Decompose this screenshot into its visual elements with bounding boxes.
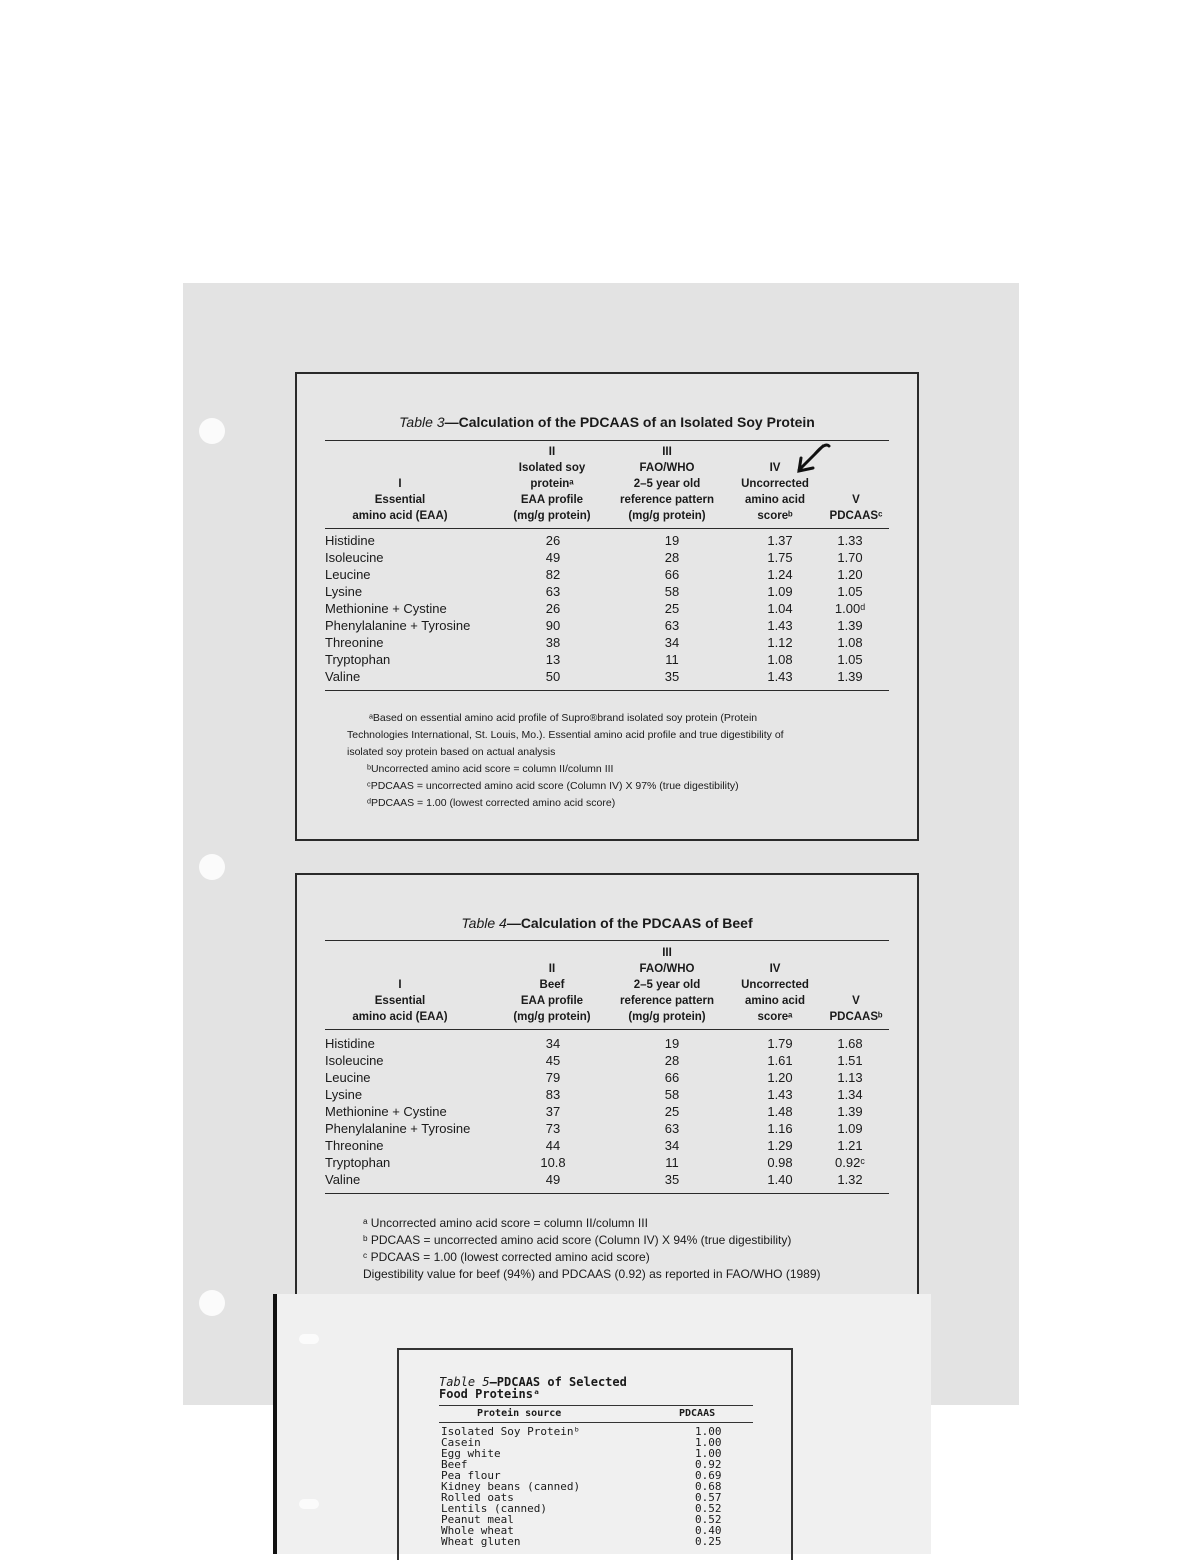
footnote-a: ᵃ Uncorrected amino acid score = column II/column III <box>363 1216 648 1230</box>
header-bottom-rule <box>325 528 889 529</box>
table-5 <box>397 1348 793 1560</box>
reference-pattern-cell: 11 <box>665 1155 679 1170</box>
pdcaas-cell: 1.39 <box>837 1104 863 1119</box>
pdcaas-cell: 0.57 <box>695 1491 722 1504</box>
profile-cell: 79 <box>545 1070 561 1085</box>
table-row <box>325 1035 889 1052</box>
pdcaas-cell: 0.40 <box>695 1524 722 1537</box>
pdcaas-cell: 0.25 <box>695 1535 722 1548</box>
col-2-numeral: II <box>548 446 556 458</box>
col-2-header <box>497 961 607 1025</box>
table-3-title-text: —Calculation of the PDCAAS of an Isolated Soy Protein <box>444 414 815 430</box>
col-3-header-line: (mg/g protein) <box>628 510 706 522</box>
reference-pattern-cell: 63 <box>664 618 680 633</box>
table-4-title-label: Table 4 <box>461 915 507 931</box>
punch-hole <box>299 1334 319 1344</box>
col-2-header-line: EAA profile <box>520 494 584 506</box>
uncorrected-score-cell: 1.09 <box>767 584 793 599</box>
col-5-header <box>819 993 893 1025</box>
table-4 <box>295 873 919 1315</box>
uncorrected-score-cell: 1.16 <box>767 1121 793 1136</box>
reference-pattern-cell: 63 <box>664 1121 680 1136</box>
pdcaas-cell: 1.34 <box>837 1087 863 1102</box>
col-4-header-line: amino acid <box>744 494 806 506</box>
footnote-b: ᵇUncorrected amino acid score = column II/column III <box>367 763 614 775</box>
uncorrected-score-cell: 1.24 <box>767 567 793 582</box>
table-row <box>325 651 889 668</box>
col-1-header-line: amino acid (EAA) <box>352 510 448 522</box>
header-bottom-rule <box>439 1422 753 1423</box>
pdcaas-cell: 1.20 <box>837 567 863 582</box>
col-2-header-line: Beef <box>539 979 565 991</box>
amino-acid-cell: Leucine <box>325 1070 371 1085</box>
table-4-body <box>325 1035 889 1188</box>
uncorrected-score-cell: 1.79 <box>767 1036 793 1051</box>
pdcaas-cell: 1.32 <box>837 1172 863 1187</box>
handwritten-check-mark <box>795 440 835 476</box>
pdcaas-cell: 1.09 <box>837 1121 863 1136</box>
amino-acid-cell: Tryptophan <box>325 652 391 667</box>
col-4-header <box>729 961 821 1025</box>
table-bottom-rule <box>325 690 889 691</box>
profile-cell: 83 <box>545 1087 561 1102</box>
col-3-header-line: (mg/g protein) <box>628 1011 706 1023</box>
table-row <box>325 634 889 651</box>
pdcaas-cell: 0.69 <box>695 1469 722 1482</box>
col-2-header-line: EAA profile <box>520 995 584 1007</box>
col-3-header-line: FAO/WHO <box>639 963 695 975</box>
amino-acid-cell: Methionine + Cystine <box>325 601 447 616</box>
table-row <box>325 1154 889 1171</box>
pdcaas-cell: 1.68 <box>837 1036 863 1051</box>
col-3-header-line: 2–5 year old <box>633 979 701 991</box>
uncorrected-score-cell: 1.12 <box>767 635 793 650</box>
amino-acid-cell: Valine <box>325 669 361 684</box>
amino-acid-cell: Leucine <box>325 567 371 582</box>
uncorrected-score-cell: 1.08 <box>767 652 793 667</box>
protein-source-cell: Isolated Soy Proteinᵇ <box>441 1425 581 1438</box>
protein-source-cell: Wheat gluten <box>441 1535 521 1548</box>
profile-cell: 73 <box>545 1121 561 1136</box>
uncorrected-score-cell: 1.29 <box>767 1138 793 1153</box>
table-bottom-rule <box>325 1193 889 1194</box>
col-1-numeral: I <box>398 979 402 991</box>
reference-pattern-cell: 66 <box>664 567 680 582</box>
reference-pattern-cell: 58 <box>664 584 680 599</box>
protein-source-cell: Egg white <box>441 1447 501 1460</box>
profile-cell: 13 <box>545 652 561 667</box>
uncorrected-score-cell: 1.37 <box>767 533 793 548</box>
table-3-footnotes <box>347 710 784 812</box>
profile-cell: 26 <box>545 533 561 548</box>
col-2-header-line: (mg/g protein) <box>513 510 591 522</box>
amino-acid-cell: Histidine <box>325 533 375 548</box>
uncorrected-score-cell: 1.61 <box>767 1053 793 1068</box>
reference-pattern-cell: 19 <box>664 533 680 548</box>
pdcaas-header: PDCAAS <box>679 1408 716 1419</box>
col-1-numeral: I <box>398 478 402 490</box>
reference-pattern-cell: 34 <box>664 1138 680 1153</box>
profile-cell: 38 <box>545 635 561 650</box>
col-2-header-line: proteinᵃ <box>530 478 574 490</box>
amino-acid-cell: Tryptophan <box>325 1155 391 1170</box>
uncorrected-score-cell: 0.98 <box>767 1155 793 1170</box>
col-4-header-line: scoreᵃ <box>757 1011 793 1023</box>
footnote-c: ᶜPDCAAS = uncorrected amino acid score (Column IV) X 97% (true digestibility) <box>367 780 739 792</box>
col-2-header-line: (mg/g protein) <box>513 1011 591 1023</box>
col-3-header-line: FAO/WHO <box>639 462 695 474</box>
protein-source-cell: Peanut meal <box>441 1513 514 1526</box>
punch-hole <box>299 1499 319 1509</box>
col-3-header <box>605 444 729 524</box>
protein-source-cell: Kidney beans (canned) <box>441 1480 581 1493</box>
col-5-header-line: PDCAASᵇ <box>829 1011 883 1023</box>
pdcaas-cell: 1.13 <box>837 1070 863 1085</box>
punch-hole <box>199 854 225 880</box>
amino-acid-cell: Lysine <box>325 1087 363 1102</box>
amino-acid-cell: Threonine <box>325 635 384 650</box>
col-3-header <box>605 945 729 1025</box>
uncorrected-score-cell: 1.40 <box>767 1172 793 1187</box>
table-row <box>325 617 889 634</box>
pdcaas-cell: 1.00 <box>695 1436 722 1449</box>
pdcaas-cell: 0.92ᶜ <box>835 1155 865 1170</box>
reference-pattern-cell: 35 <box>664 1172 680 1187</box>
table-4-title-text: —Calculation of the PDCAAS of Beef <box>506 915 753 931</box>
reference-pattern-cell: 28 <box>664 550 680 565</box>
uncorrected-score-cell: 1.20 <box>767 1070 793 1085</box>
protein-source-cell: Whole wheat <box>441 1524 514 1537</box>
uncorrected-score-cell: 1.04 <box>767 601 793 616</box>
pdcaas-cell: 1.05 <box>837 652 863 667</box>
col-4-header-line: scoreᵇ <box>757 510 793 522</box>
amino-acid-cell: Isoleucine <box>325 550 384 565</box>
pdcaas-cell: 1.51 <box>837 1053 863 1068</box>
table-row <box>325 668 889 685</box>
header-top-rule <box>439 1405 753 1406</box>
col-5-header-line: PDCAASᶜ <box>829 510 883 522</box>
col-1-header-line: amino acid (EAA) <box>352 1011 448 1023</box>
table-row <box>325 1171 889 1188</box>
uncorrected-score-cell: 1.75 <box>767 550 793 565</box>
amino-acid-cell: Histidine <box>325 1036 375 1051</box>
protein-source-cell: Rolled oats <box>441 1491 514 1504</box>
profile-cell: 90 <box>545 618 561 633</box>
amino-acid-cell: Lysine <box>325 584 363 599</box>
reference-pattern-cell: 28 <box>664 1053 680 1068</box>
footnote-digestibility: Digestibility value for beef (94%) and PDCAAS (0.92) as reported in FAO/WHO (1989) <box>363 1267 821 1281</box>
col-3-header-line: reference pattern <box>620 995 714 1007</box>
col-1-header <box>325 476 475 524</box>
pdcaas-cell: 0.52 <box>695 1513 722 1526</box>
reference-pattern-cell: 25 <box>664 601 680 616</box>
profile-cell: 49 <box>545 1172 561 1187</box>
profile-cell: 10.8 <box>540 1155 566 1170</box>
profile-cell: 26 <box>545 601 561 616</box>
protein-source-cell: Lentils (canned) <box>441 1502 547 1515</box>
table-row <box>325 549 889 566</box>
col-1-header-line: Essential <box>374 494 426 506</box>
table-5-title <box>439 1376 627 1400</box>
table-row <box>325 600 889 617</box>
table-5-title-text: Food Proteinsᵃ <box>439 1387 541 1401</box>
col-4-header-line: Uncorrected <box>741 979 809 991</box>
table-row <box>325 1120 889 1137</box>
pdcaas-cell: 1.21 <box>837 1138 863 1153</box>
col-3-numeral: III <box>662 446 672 458</box>
table-3-title-label: Table 3 <box>399 414 445 430</box>
col-4-header-line: amino acid <box>744 995 806 1007</box>
amino-acid-cell: Methionine + Cystine <box>325 1104 447 1119</box>
amino-acid-cell: Phenylalanine + Tyrosine <box>325 1121 471 1136</box>
col-4-numeral: IV <box>769 963 781 975</box>
col-5-header <box>819 492 893 524</box>
pdcaas-cell: 1.39 <box>837 669 863 684</box>
col-2-header-line: Isolated soy <box>518 462 586 474</box>
punch-hole <box>199 1290 225 1316</box>
col-1-header-line: Essential <box>374 995 426 1007</box>
profile-cell: 63 <box>545 584 561 599</box>
protein-source-cell: Beef <box>441 1458 468 1471</box>
col-2-header <box>497 444 607 524</box>
reference-pattern-cell: 11 <box>665 652 679 667</box>
uncorrected-score-cell: 1.48 <box>767 1104 793 1119</box>
reference-pattern-cell: 35 <box>664 669 680 684</box>
reference-pattern-cell: 19 <box>664 1036 680 1051</box>
col-5-numeral: V <box>852 995 860 1007</box>
pdcaas-cell: 1.05 <box>837 584 863 599</box>
col-4-header-line: Uncorrected <box>741 478 809 490</box>
amino-acid-cell: Isoleucine <box>325 1053 384 1068</box>
profile-cell: 34 <box>545 1036 561 1051</box>
table-row <box>325 583 889 600</box>
table-5-title-label: Table 5 <box>439 1375 490 1389</box>
col-2-numeral: II <box>548 963 556 975</box>
uncorrected-score-cell: 1.43 <box>767 1087 793 1102</box>
table-5-body <box>441 1426 761 1547</box>
footnote-c: ᶜ PDCAAS = 1.00 (lowest corrected amino acid score) <box>363 1250 650 1264</box>
pdcaas-cell: 0.68 <box>695 1480 722 1493</box>
reference-pattern-cell: 34 <box>664 635 680 650</box>
profile-cell: 44 <box>545 1138 561 1153</box>
footnote-a: ᵃBased on essential amino acid profile of Supro®brand isolated soy protein (Protein <box>369 712 758 724</box>
pdcaas-cell: 1.00ᵈ <box>834 601 866 616</box>
table-3-title <box>297 414 917 430</box>
profile-cell: 45 <box>545 1053 561 1068</box>
header-bottom-rule <box>325 1029 889 1030</box>
table-row <box>325 1052 889 1069</box>
protein-source-header: Protein source <box>477 1408 562 1419</box>
table-5-title-text: —PDCAAS of Selected <box>489 1375 627 1389</box>
pdcaas-cell: 1.70 <box>837 550 863 565</box>
table-row <box>325 1086 889 1103</box>
pdcaas-cell: 1.33 <box>837 533 863 548</box>
pdcaas-cell: 0.92 <box>695 1458 722 1471</box>
table-row <box>325 532 889 549</box>
amino-acid-cell: Phenylalanine + Tyrosine <box>325 618 471 633</box>
col-3-header-line: reference pattern <box>620 494 714 506</box>
col-4-numeral: IV <box>769 462 781 474</box>
uncorrected-score-cell: 1.43 <box>767 618 793 633</box>
profile-cell: 49 <box>545 550 561 565</box>
table-row <box>325 1137 889 1154</box>
footnote-b: ᵇ PDCAAS = uncorrected amino acid score (Column IV) X 94% (true digestibility) <box>363 1233 792 1247</box>
table-3-body <box>325 532 889 685</box>
list-item <box>441 1536 761 1547</box>
table-4-title <box>297 915 917 931</box>
col-3-header-line: 2–5 year old <box>633 478 701 490</box>
footnote-a-cont: Technologies International, St. Louis, Mo.). Essential amino acid profile and true digestibility of <box>347 729 784 741</box>
pdcaas-cell: 0.52 <box>695 1502 722 1515</box>
pdcaas-cell: 1.00 <box>695 1447 722 1460</box>
table-row <box>325 1103 889 1120</box>
punch-hole <box>199 418 225 444</box>
col-3-numeral: III <box>662 947 672 959</box>
profile-cell: 50 <box>545 669 561 684</box>
col-5-numeral: V <box>852 494 860 506</box>
protein-source-cell: Casein <box>441 1436 481 1449</box>
header-top-rule <box>325 940 889 941</box>
pdcaas-cell: 1.39 <box>837 618 863 633</box>
footnote-a-cont: isolated soy protein based on actual analysis <box>347 746 556 758</box>
pdcaas-cell: 1.00 <box>695 1425 722 1438</box>
reference-pattern-cell: 58 <box>664 1087 680 1102</box>
uncorrected-score-cell: 1.43 <box>767 669 793 684</box>
reference-pattern-cell: 25 <box>664 1104 680 1119</box>
reference-pattern-cell: 66 <box>664 1070 680 1085</box>
pdcaas-cell: 1.08 <box>837 635 863 650</box>
table-row <box>325 566 889 583</box>
profile-cell: 37 <box>545 1104 561 1119</box>
footnote-d: ᵈPDCAAS = 1.00 (lowest corrected amino acid score) <box>367 797 616 809</box>
protein-source-cell: Pea flour <box>441 1469 501 1482</box>
profile-cell: 82 <box>545 567 561 582</box>
table-4-footnotes <box>363 1215 821 1283</box>
amino-acid-cell: Valine <box>325 1172 361 1187</box>
table-row <box>325 1069 889 1086</box>
col-1-header <box>325 977 475 1025</box>
amino-acid-cell: Threonine <box>325 1138 384 1153</box>
